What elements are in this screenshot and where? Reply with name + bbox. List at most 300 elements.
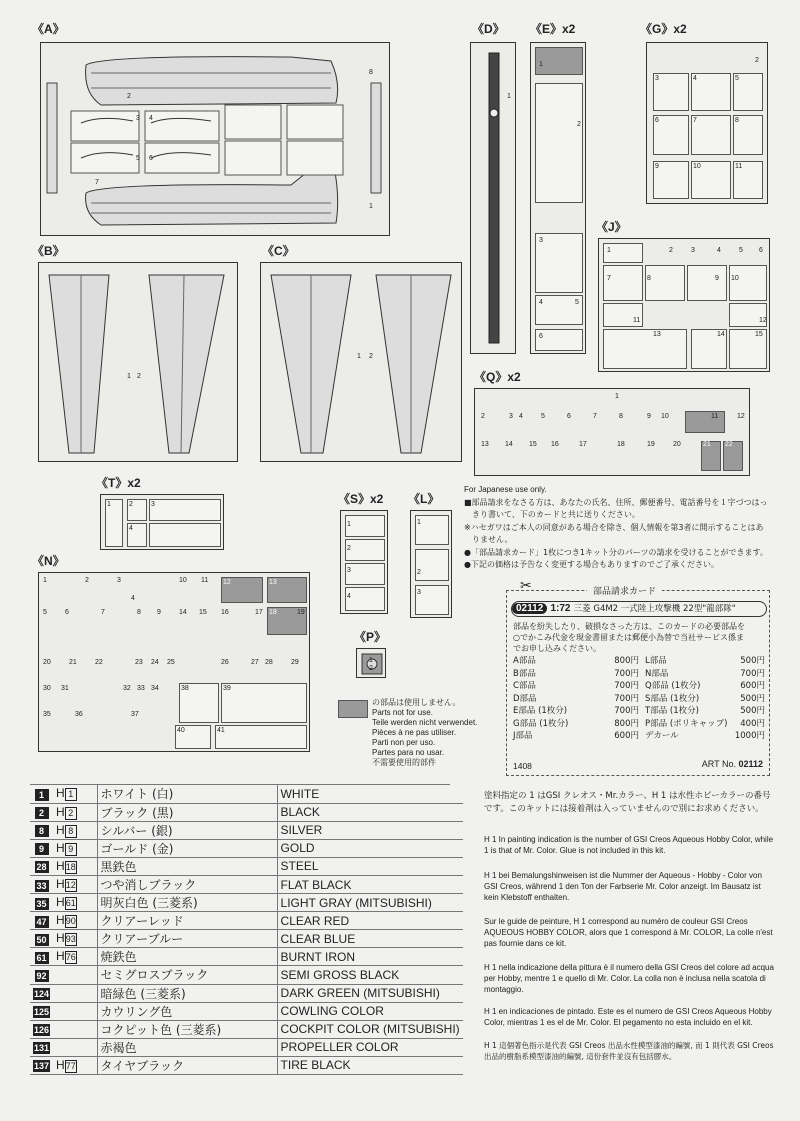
part-n-11: 11 (201, 577, 209, 584)
price-part: C部品 (513, 681, 536, 691)
price-part: D部品 (513, 693, 537, 704)
card-kit-name: 三菱 G4M2 一式陸上攻撃機 22型"龍部隊" (573, 604, 736, 614)
color-row (30, 785, 463, 803)
color-row (30, 948, 463, 966)
note-fr: Sur le guide de peinture, H 1 correspond au numéro de couleur GSI Creos AQUEOUS HOBBY COLOR, alors que 1 correspond à Mr. COLOR, La colle n'est pas fournie dans ce kit. (484, 917, 773, 948)
color-number-cell (30, 803, 53, 821)
hobby-color-number: 2 (65, 807, 77, 820)
legend-text (372, 698, 477, 768)
color-name-en: TIRE BLACK (277, 1056, 463, 1074)
hobby-color-cell: H77 (53, 1056, 97, 1074)
legend-jp: の部品は使用しません。 (372, 698, 461, 707)
color-name-jp: つや消しブラック (97, 875, 277, 893)
part-j-10: 10 (731, 275, 739, 282)
part-b-2: 2 (137, 373, 141, 380)
hobby-color-number: 61 (65, 898, 76, 909)
part-g-11: 11 (735, 163, 743, 170)
color-number-cell (30, 930, 53, 948)
part-n-37: 37 (131, 711, 139, 718)
japanese-order-line: ●下記の価格は予告なく変更する場合もありますのでご了承ください。 (464, 560, 719, 569)
card-desc-line: ○でかこみ代金を現金書留または郵便小為替で当社サービス係ま (513, 633, 744, 642)
part-a-8: 8 (369, 69, 373, 76)
sprue-label-s: 《S》x2 (338, 492, 384, 506)
scissors-icon: ✂ (520, 578, 532, 594)
part-q-13: 13 (481, 441, 489, 448)
price-part: P部品 (ポリキャップ) (645, 718, 728, 729)
price-value: 600円 (740, 681, 765, 691)
color-number-cell (30, 912, 53, 930)
j-cell-13 (603, 329, 687, 369)
t-cell-5 (149, 523, 221, 547)
color-name-en: LIGHT GRAY (MITSUBISHI) (277, 894, 463, 912)
color-name-en: COWLING COLOR (277, 1002, 463, 1020)
japanese-order-line: きり書いて、下のカードと共に送りください。 (464, 510, 640, 519)
color-number-cell (30, 1020, 53, 1038)
part-j-2: 2 (669, 247, 673, 254)
part-n-15: 15 (199, 609, 207, 616)
color-name-en: PROPELLER COLOR (277, 1038, 463, 1056)
part-n-31: 31 (61, 685, 69, 692)
color-number-cell (30, 839, 53, 857)
part-n-19: 19 (297, 609, 305, 616)
part-j-3: 3 (691, 247, 695, 254)
price-row (513, 730, 639, 743)
part-n-33: 33 (137, 685, 145, 692)
color-name-jp: クリアーブルー (97, 930, 277, 948)
part-j-11: 11 (633, 317, 641, 324)
sprue-n-frame (38, 572, 310, 752)
hobby-color-cell (53, 984, 97, 1002)
sprue-d-frame (470, 42, 516, 354)
price-row (645, 693, 765, 706)
color-row (30, 839, 463, 857)
part-n-7: 7 (101, 609, 105, 616)
price-part: B部品 (513, 668, 536, 679)
sprue-label-e: 《E》x2 (530, 22, 576, 36)
card-kit-scale: 1:72 (550, 603, 571, 614)
part-s-1: 1 (347, 521, 351, 528)
part-g-6: 6 (655, 117, 659, 124)
hobby-color-number: 77 (65, 1060, 76, 1071)
part-j-8: 8 (647, 275, 651, 282)
price-value: 800円 (614, 718, 639, 729)
price-value: 700円 (614, 693, 639, 704)
part-n-2: 2 (85, 577, 89, 584)
part-n-39: 39 (223, 685, 231, 692)
part-n-24: 24 (151, 659, 159, 666)
color-number-cell (30, 821, 53, 839)
part-a-4: 4 (149, 115, 153, 122)
part-q-7: 7 (593, 413, 597, 420)
mr-color-number: 131 (34, 1043, 50, 1054)
hobby-color-cell (53, 1020, 97, 1038)
japanese-order-header: For Japanese use only. (464, 485, 547, 494)
price-row (513, 718, 639, 731)
part-g-4: 4 (693, 75, 697, 82)
price-row (513, 693, 639, 706)
color-name-en: CLEAR BLUE (277, 930, 463, 948)
part-n-13: 13 (269, 579, 277, 586)
price-value: 700円 (614, 706, 639, 716)
color-row (30, 875, 463, 893)
card-desc-line: でお申し込みください。 (513, 644, 601, 653)
card-footer-code: 1408 (513, 761, 532, 771)
price-value: 1000円 (734, 731, 765, 741)
hobby-color-cell: H 9 (53, 839, 97, 857)
note-it: H 1 nella indicazione della pittura è il numero della GSI Creos del colore ad acqua per Hobby, mentre 1 e quello di Mr. Color. La colla non è inclusa nella scatola di montaggio. (484, 963, 774, 994)
price-part: デカール (645, 731, 679, 741)
sprue-c-drawing (261, 263, 463, 463)
hobby-color-number: 90 (65, 916, 76, 927)
part-e-3: 3 (539, 237, 543, 244)
color-name-jp: カウリング色 (97, 1002, 277, 1020)
hobby-color-cell: H 2 (53, 803, 97, 821)
part-b-1: 1 (127, 373, 131, 380)
n-cell-39 (221, 683, 307, 723)
color-row (30, 984, 463, 1002)
mr-color-number: 61 (36, 952, 47, 963)
part-n-8: 8 (137, 609, 141, 616)
mr-color-number: 28 (36, 862, 47, 873)
paint-color-table (30, 785, 463, 1075)
color-name-jp: 暗緑色 (三菱系) (97, 984, 277, 1002)
color-row (30, 1056, 463, 1074)
color-row (30, 1020, 463, 1038)
part-n-27: 27 (251, 659, 259, 666)
legend-it: Parti non per uso. (372, 738, 436, 747)
price-value: 500円 (740, 656, 765, 666)
legend-de: Teile werden nicht verwendet. (372, 718, 478, 727)
color-name-jp: ホワイト (白) (97, 785, 277, 803)
price-row (645, 680, 765, 693)
color-number-cell (30, 1038, 53, 1056)
j-cell-9 (687, 265, 727, 301)
hobby-color-number: 76 (65, 952, 76, 963)
part-l-1: 1 (417, 519, 421, 526)
color-name-jp: コクピット色 (三菱系) (97, 1020, 277, 1038)
price-value: 700円 (614, 681, 639, 691)
color-name-en: GOLD (277, 839, 463, 857)
part-j-7: 7 (607, 275, 611, 282)
color-number-cell (30, 966, 53, 984)
price-row (645, 730, 765, 743)
color-name-jp: 明灰白色 (三菱系) (97, 894, 277, 912)
color-name-en: COCKPIT COLOR (MITSUBISHI) (277, 1020, 463, 1038)
part-e-2: 2 (577, 121, 581, 128)
mr-color-number: 92 (36, 970, 47, 981)
color-name-en: SILVER (277, 821, 463, 839)
color-name-jp: セミグロスブラック (97, 966, 277, 984)
part-g-7: 7 (693, 117, 697, 124)
card-kit-code: 02112 (512, 603, 547, 614)
part-s-4: 4 (347, 593, 351, 600)
price-part: L部品 (645, 656, 667, 666)
part-d-1: 1 (507, 93, 511, 100)
card-art-number (702, 759, 763, 769)
color-row (30, 966, 463, 984)
mr-color-number: 33 (36, 880, 47, 891)
part-n-40: 40 (177, 727, 185, 734)
price-value: 500円 (740, 706, 765, 716)
part-q-21: 21 (703, 441, 711, 448)
part-n-10: 10 (179, 577, 187, 584)
price-part: Q部品 (1枚分) (645, 681, 701, 691)
sprue-d-drawing (471, 43, 517, 355)
s-cell-1 (345, 515, 385, 537)
part-n-17: 17 (255, 609, 263, 616)
sprue-p-frame (356, 648, 386, 678)
part-g-3: 3 (655, 75, 659, 82)
sprue-c-frame (260, 262, 462, 462)
color-row (30, 912, 463, 930)
part-q-12: 12 (737, 413, 745, 420)
sprue-b-drawing (39, 263, 239, 463)
part-g-5: 5 (735, 75, 739, 82)
sprue-label-a: 《A》 (32, 22, 65, 36)
hobby-color-cell: H 1 (53, 785, 97, 803)
j-cell-10 (729, 265, 767, 301)
part-s-3: 3 (347, 567, 351, 574)
part-n-14: 14 (179, 609, 187, 616)
sprue-label-c: 《C》 (262, 244, 295, 258)
part-n-9: 9 (157, 609, 161, 616)
part-q-19: 19 (647, 441, 655, 448)
color-name-en: SEMI GROSS BLACK (277, 966, 463, 984)
part-j-5: 5 (739, 247, 743, 254)
legend-cn: 不需要使用的部件 (372, 758, 436, 767)
color-row (30, 1002, 463, 1020)
part-g-10: 10 (693, 163, 701, 170)
hobby-color-number: 12 (65, 880, 76, 891)
price-part: T部品 (1枚分) (645, 706, 699, 716)
color-number-cell (30, 948, 53, 966)
part-j-1: 1 (607, 247, 611, 254)
q-cell-11 (685, 411, 725, 433)
part-n-38: 38 (181, 685, 189, 692)
hobby-color-cell (53, 966, 97, 984)
j-cell-8 (645, 265, 685, 301)
part-n-29: 29 (291, 659, 299, 666)
part-n-20: 20 (43, 659, 51, 666)
part-n-36: 36 (75, 711, 83, 718)
e-cell-2 (535, 83, 583, 203)
mr-color-number: 35 (36, 898, 47, 909)
price-part: E部品 (1枚分) (513, 706, 568, 716)
parts-order-card (506, 587, 770, 776)
part-q-2: 2 (481, 413, 485, 420)
color-name-jp: タイヤブラック (97, 1056, 277, 1074)
legend-es: Partes para no usar. (372, 748, 445, 757)
part-t-4: 4 (129, 525, 133, 532)
part-q-22: 22 (725, 441, 733, 448)
part-q-16: 16 (551, 441, 559, 448)
price-value: 700円 (614, 668, 639, 679)
price-row (645, 655, 765, 668)
sprue-label-g: 《G》x2 (640, 22, 687, 36)
price-value: 500円 (740, 693, 765, 704)
sprue-label-b: 《B》 (32, 244, 65, 258)
n-cell-41 (215, 725, 307, 749)
color-number-cell (30, 785, 53, 803)
part-n-21: 21 (69, 659, 77, 666)
sprue-t-frame (100, 494, 224, 550)
hobby-color-cell (53, 1038, 97, 1056)
part-t-1: 1 (107, 501, 111, 508)
part-g-2: 2 (755, 57, 759, 64)
hobby-color-number: 1 (65, 788, 77, 801)
mr-color-number: 8 (35, 825, 49, 837)
mr-color-number: 50 (36, 934, 47, 945)
part-q-8: 8 (619, 413, 623, 420)
price-row (513, 668, 639, 681)
hobby-color-cell: H12 (53, 875, 97, 893)
price-row (513, 655, 639, 668)
color-name-jp: 焼鉄色 (97, 948, 277, 966)
note-en: H 1 In painting indication is the number of GSI Creos Aqueous Hobby Color, while 1 is that of Mr. Color. Glue is not included in this kit. (484, 835, 774, 855)
part-q-1: 1 (615, 393, 619, 400)
card-prices-left (513, 655, 639, 743)
card-description (513, 621, 769, 654)
sprue-label-j: 《J》 (596, 220, 627, 234)
color-name-en: BURNT IRON (277, 948, 463, 966)
sprue-a-frame (40, 42, 390, 236)
mr-color-number: 47 (36, 916, 47, 927)
color-row (30, 821, 463, 839)
part-q-10: 10 (661, 413, 669, 420)
part-j-4: 4 (717, 247, 721, 254)
mr-color-number: 125 (34, 1007, 50, 1018)
color-name-en: CLEAR RED (277, 912, 463, 930)
not-for-use-swatch (338, 700, 368, 718)
mr-color-number: 9 (35, 843, 49, 855)
sprue-label-l: 《L》 (408, 492, 440, 506)
japanese-order-line: ※ハセガワはご本人の同意がある場合を除き、個人情報を第3者に開示することはあ (464, 522, 764, 532)
part-p-2: 2 (369, 665, 373, 672)
hobby-color-cell (53, 1002, 97, 1020)
color-number-cell (30, 875, 53, 893)
card-title: 部品請求カード (587, 584, 662, 597)
note-jp: 塗料指定の 1 はGSI クレオス・Mr.カラー、H 1 は水性ホビーカラーの番号です。このキットには接着剤は入っていませんので別にお求めください。 (484, 791, 771, 814)
mr-color-number: 124 (34, 989, 50, 1000)
part-n-32: 32 (123, 685, 131, 692)
sprue-s-frame (340, 510, 388, 614)
part-q-5: 5 (541, 413, 545, 420)
color-number-cell (30, 1002, 53, 1020)
color-number-cell (30, 894, 53, 912)
g-cell-4 (691, 73, 731, 111)
color-name-en: DARK GREEN (MITSUBISHI) (277, 984, 463, 1002)
sprue-label-q: 《Q》x2 (474, 370, 521, 384)
hobby-color-number: 18 (65, 861, 76, 872)
part-e-5: 5 (575, 299, 579, 306)
price-value: 800円 (614, 656, 639, 666)
part-q-17: 17 (579, 441, 587, 448)
sprue-a-drawing (41, 43, 391, 237)
part-c-1: 1 (357, 353, 361, 360)
price-row (513, 705, 639, 718)
part-q-9: 9 (647, 413, 651, 420)
hobby-color-cell: H90 (53, 912, 97, 930)
japanese-order-block (464, 484, 784, 572)
color-row (30, 930, 463, 948)
color-name-en: FLAT BLACK (277, 875, 463, 893)
hobby-color-number: 93 (65, 934, 76, 945)
part-g-9: 9 (655, 163, 659, 170)
part-n-12: 12 (223, 579, 231, 586)
sprue-label-d: 《D》 (472, 22, 505, 36)
j-cell-7 (603, 265, 643, 301)
japanese-order-line: ●「部品請求カード」1枚につき1キット分のパーツの請求を受けることができます。 (464, 547, 768, 557)
part-j-12: 12 (759, 317, 767, 324)
part-n-22: 22 (95, 659, 103, 666)
part-n-4: 4 (131, 595, 135, 602)
part-n-6: 6 (65, 609, 69, 616)
part-l-2: 2 (417, 569, 421, 576)
japanese-order-line: ■部品請求をなさる方は、あなたの氏名、住所、郵便番号、電話番号を１字づつはっ (464, 497, 768, 507)
color-number-cell (30, 857, 53, 875)
mr-color-number: 2 (35, 807, 49, 819)
color-name-en: BLACK (277, 803, 463, 821)
price-value: 700円 (740, 668, 765, 679)
part-q-3: 3 (509, 413, 513, 420)
g-cell-7 (691, 115, 731, 155)
part-q-15: 15 (529, 441, 537, 448)
color-name-jp: 赤褐色 (97, 1038, 277, 1056)
color-name-jp: 黒鉄色 (97, 857, 277, 875)
sprue-b-frame (38, 262, 238, 462)
part-q-18: 18 (617, 441, 625, 448)
art-label: ART No. (701, 759, 736, 769)
hobby-color-cell: H93 (53, 930, 97, 948)
part-n-5: 5 (43, 609, 47, 616)
color-name-jp: クリアーレッド (97, 912, 277, 930)
mr-color-number: 126 (34, 1025, 50, 1036)
s-cell-3 (345, 563, 385, 585)
sprue-label-p: 《P》 (354, 630, 387, 644)
part-j-15: 15 (755, 331, 763, 338)
price-part: G部品 (1枚分) (513, 718, 569, 729)
part-a-6: 6 (149, 155, 153, 162)
price-row (645, 705, 765, 718)
price-part: J部品 (513, 731, 533, 741)
part-n-18: 18 (269, 609, 277, 616)
hobby-color-cell: H61 (53, 894, 97, 912)
part-j-13: 13 (653, 331, 661, 338)
part-c-2: 2 (369, 353, 373, 360)
color-name-jp: ゴールド (金) (97, 839, 277, 857)
part-n-41: 41 (217, 727, 225, 734)
s-cell-4 (345, 587, 385, 611)
part-a-2: 2 (127, 93, 131, 100)
part-p-1: 1 (369, 657, 373, 664)
part-j-14: 14 (717, 331, 725, 338)
part-q-20: 20 (673, 441, 681, 448)
sprue-p-drawing (357, 649, 387, 679)
price-row (645, 668, 765, 681)
hobby-color-number: 8 (65, 825, 77, 838)
price-part: S部品 (1枚分) (645, 693, 700, 704)
color-row (30, 894, 463, 912)
sprue-g-frame (646, 42, 768, 204)
l-cell-2 (415, 549, 449, 581)
hobby-color-number: 9 (65, 843, 77, 856)
note-es: H 1 en indicaciones de pintado. Este es el numero de GSI Creos Aqueous Hobby Color, mientras 1 es el de Mr. Color. El pegamento no esta incluido en el kit. (484, 1007, 772, 1027)
color-name-en: STEEL (277, 857, 463, 875)
part-a-1: 1 (369, 203, 373, 210)
price-value: 600円 (614, 731, 639, 741)
part-n-23: 23 (135, 659, 143, 666)
part-q-14: 14 (505, 441, 513, 448)
